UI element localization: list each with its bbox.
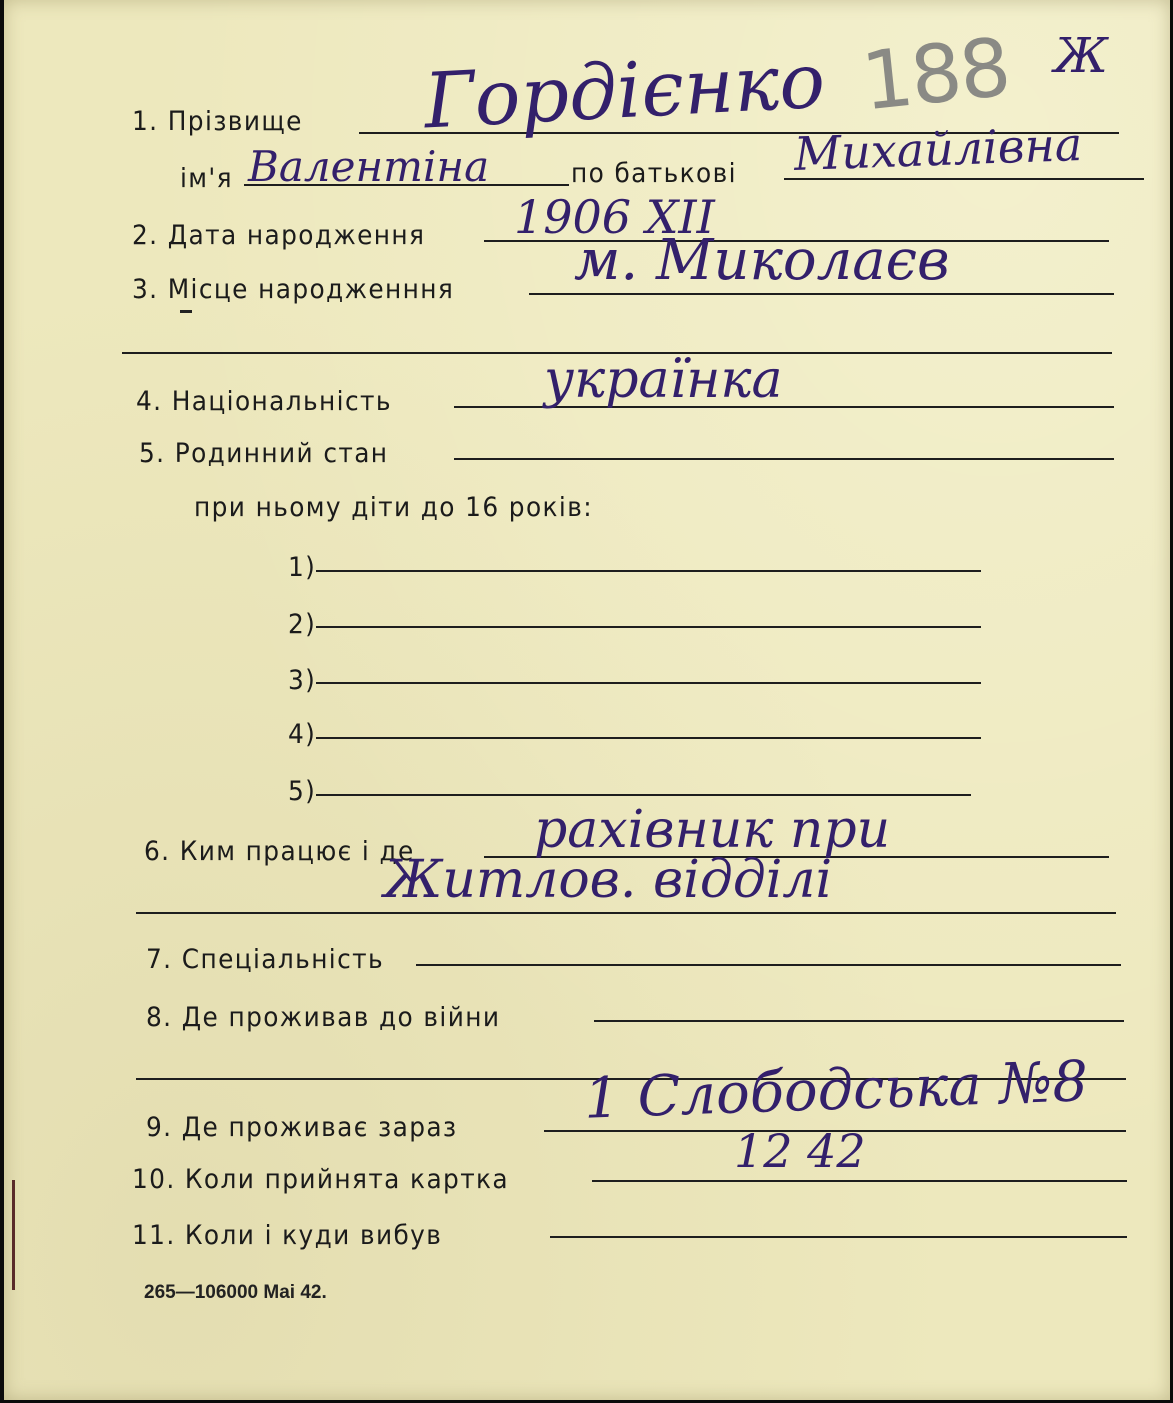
corner-letter: Ж (1054, 28, 1108, 84)
child-4-line (316, 737, 981, 739)
registration-card (4, 0, 1170, 1400)
first-name-handwritten: Валентіна (248, 142, 490, 191)
child-1-label: 1) (288, 552, 317, 583)
child-5-label: 5) (288, 776, 317, 807)
work-handwritten-2: Житлов. відділі (384, 850, 833, 910)
field-3-birth-place-label: 3. Місце народженння (132, 274, 455, 305)
prewar-residence-line (594, 1020, 1124, 1022)
nationality-handwritten: українка (544, 350, 783, 410)
child-2-line (316, 626, 981, 628)
field-1-surname-label: 1. Прізвище (132, 106, 303, 137)
field-10-card-accepted-label: 10. Коли прийнята картка (132, 1164, 510, 1195)
ink-mark (180, 310, 192, 313)
field-6-work-label: 6. Ким працює і де (144, 836, 415, 867)
field-1-name-label: ім'я (180, 163, 233, 194)
print-run-footer: 265—106000 Mai 42. (144, 1282, 327, 1303)
field-5-children-label: при ньому діти до 16 років: (194, 492, 593, 523)
field-4-nationality-label: 4. Національність (136, 386, 392, 417)
field-11-departed-label: 11. Коли і куди вибув (132, 1220, 443, 1251)
field-9-current-residence-label: 9. Де проживає зараз (146, 1112, 458, 1143)
field-5-marital-status-label: 5. Родинний стан (139, 438, 389, 469)
birth-place-line (529, 293, 1114, 295)
child-3-label: 3) (288, 665, 317, 696)
child-5-line (316, 794, 971, 796)
card-date-handwritten: 12 42 (734, 1124, 866, 1178)
surname-handwritten: Гордієнко (421, 35, 828, 146)
work-handwritten-1: рахівник при (534, 800, 891, 860)
birth-date-handwritten: 1906 XII (514, 190, 715, 244)
work-line-2 (136, 912, 1116, 914)
patronymic-handwritten: Михайлівна (793, 116, 1084, 182)
child-4-label: 4) (288, 719, 317, 750)
child-3-line (316, 682, 981, 684)
child-2-label: 2) (288, 609, 317, 640)
marital-status-line (454, 458, 1114, 460)
card-accepted-line (592, 1180, 1127, 1182)
address-handwritten: 1 Слободська №8 (583, 1049, 1090, 1132)
child-1-line (316, 570, 981, 572)
field-8-prewar-residence-label: 8. Де проживав до війни (146, 1002, 501, 1033)
field-2-birth-date-label: 2. Дата народження (132, 220, 426, 251)
birth-place-handwritten: м. Миколаєв (574, 228, 950, 293)
field-7-specialty-label: 7. Спеціальність (146, 944, 385, 975)
specialty-line (416, 964, 1121, 966)
card-number-pencil: 188 (857, 20, 1014, 129)
field-1-patronymic-label: по батькові (571, 158, 737, 189)
departed-line (550, 1236, 1127, 1238)
margin-mark (12, 1180, 15, 1290)
